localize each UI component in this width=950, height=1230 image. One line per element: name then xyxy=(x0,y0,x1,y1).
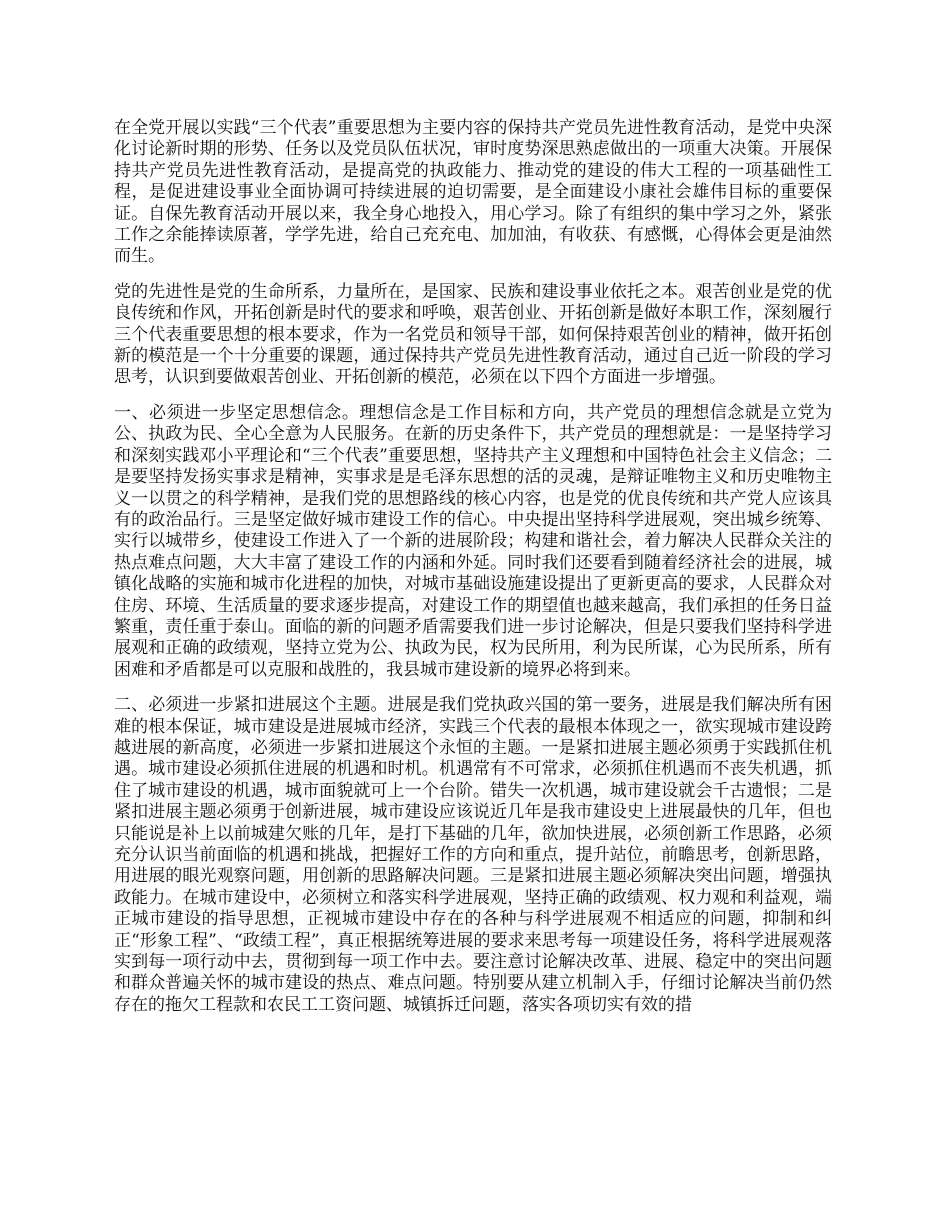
paragraph-advancement: 党的先进性是党的生命所系，力量所在，是国家、民族和建设事业依托之本。艰苦创业是党的优良传统和作风，开拓创新是时代的要求和呼唤，艰苦创业、开拓创新是做好本职工作，深刻履行三个代表重要思想的根本要求，作为一名党员和领导干部，如何保持艰苦创业的精神，做开拓创新的模范是一个十分重要的课题，通过保持共产党员先进性教育活动，通过自己近一阶段的学习思考，认识到要做艰苦创业、开拓创新的模范，必须在以下四个方面进一步增强。 xyxy=(114,281,832,388)
paragraph-intro: 在全党开展以实践“三个代表”重要思想为主要内容的保持共产党员先进性教育活动，是党中央深化讨论新时期的形势、任务以及党员队伍状况，审时度势深思熟虑做出的一项重大决策。开展保持共产党员先进性教育活动，是提高党的执政能力、推动党的建设的伟大工程的一项基础性工程，是促进建设事业全面协调可持续进展的迫切需要，是全面建设小康社会雄伟目标的重要保证。自保先教育活动开展以来，我全身心地投入，用心学习。除了有组织的集中学习之外，紧张工作之余能捧读原著，学学先进，给自己充充电、加加油，有收获、有感慨，心得体会更是油然而生。 xyxy=(114,118,832,267)
paragraph-point-one: 一、必须进一步坚定思想信念。理想信念是工作目标和方向，共产党员的理想信念就是立党为公、执政为民、全心全意为人民服务。在新的历史条件下，共产党员的理想就是：一是坚持学习和深刻实践邓小平理论和“三个代表”重要思想，坚持共产主义理想和中国特色社会主义信念；二是要坚持发扬实事求是精神，实事求是是毛泽东思想的活的灵魂，是辩证唯物主义和历史唯物主义一以贯之的科学精神，是我们党的思想路线的核心内容，也是党的优良传统和共产党人应该具有的政治品行。三是坚定做好城市建设工作的信心。中央提出坚持科学进展观，突出城乡统筹、实行以城带乡，使建设工作进入了一个新的进展阶段；构建和谐社会，着力解决人民群众关注的热点难点问题，大大丰富了建设工作的内涵和外延。同时我们还要看到随着经济社会的进展，城镇化战略的实施和城市化进程的加快，对城市基础设施建设提出了更新更高的要求，人民群众对住房、环境、生活质量的要求逐步提高，对建设工作的期望值也越来越高，我们承担的任务日益繁重，责任重于泰山。面临的新的问题矛盾需要我们进一步讨论解决，但是只要我们坚持科学进展观和正确的政绩观，坚持立党为公、执政为民，权为民所用，利为民所谋，心为民所系，所有困难和矛盾都是可以克服和战胜的，我县城市建设新的境界必将到来。 xyxy=(114,402,832,680)
paragraph-point-two: 二、必须进一步紧扣进展这个主题。进展是我们党执政兴国的第一要务，进展是我们解决所有困难的根本保证，城市建设是进展城市经济，实践三个代表的最根本体现之一，欲实现城市建设跨越进展的新高度，必须进一步紧扣进展这个永恒的主题。一是紧扣进展主题必须勇于实践抓住机遇。城市建设必须抓住进展的机遇和时机。机遇常有不可常求，必须抓住机遇而不丧失机遇，抓住了城市建设的机遇，城市面貌就可上一个台阶。错失一次机遇，城市建设就会千古遗恨；二是紧扣进展主题必须勇于创新进展，城市建设应该说近几年是我市建设史上进展最快的几年，但也只能说是补上以前城建欠账的几年，是打下基础的几年，欲加快进展，必须创新工作思路，必须充分认识当前面临的机遇和挑战，把握好工作的方向和重点，提升站位，前瞻思考，创新思路，用进展的眼光观察问题，用创新的思路解决问题。三是紧扣进展主题必须解决突出问题，增强执政能力。在城市建设中，必须树立和落实科学进展观，坚持正确的政绩观、权力观和利益观，端正城市建设的指导思想，正视城市建设中存在的各种与科学进展观不相适应的问题，抑制和纠正“形象工程”、“政绩工程”，真正根据统筹进展的要求来思考每一项建设任务，将科学进展观落实到每一项行动中去，贯彻到每一项工作中去。要注意讨论解决改革、进展、稳定中的突出问题和群众普遍关怀的城市建设的热点、难点问题。特别要从建立机制入手，仔细讨论解决当前仍然存在的拖欠工程款和农民工工资问题、城镇拆迁问题，落实各项切实有效的措 xyxy=(114,695,832,1015)
document-body xyxy=(114,118,832,1030)
